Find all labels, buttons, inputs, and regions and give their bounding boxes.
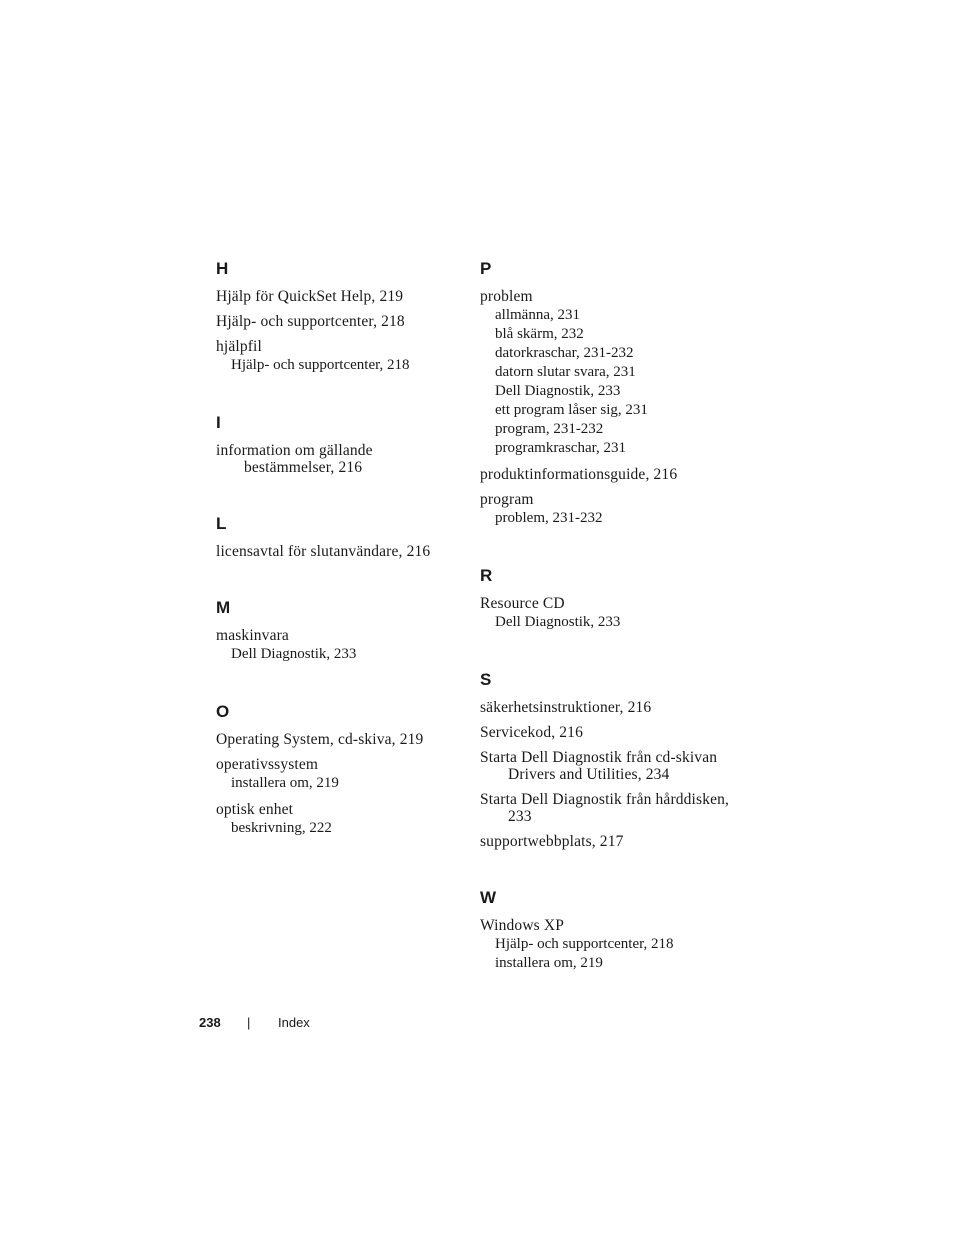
index-letter-heading: L (216, 514, 227, 533)
index-entry (216, 338, 466, 375)
index-subentry: Hjälp- och supportcenter, 218 (231, 357, 410, 373)
index-subentry: program, 231-232 (495, 421, 604, 437)
index-section (480, 566, 730, 632)
index-subentry-list (480, 935, 730, 973)
index-term: Resource CD (480, 595, 565, 612)
index-subentry: datorn slutar svara, 231 (495, 364, 636, 380)
index-term: maskinvara (216, 627, 289, 644)
index-subentry: ett program låser sig, 231 (495, 402, 648, 418)
index-term: problem (480, 288, 533, 305)
index-subentry-list (480, 509, 730, 528)
index-section (216, 598, 466, 664)
index-entry (216, 288, 466, 305)
index-term: Servicekod, 216 (480, 724, 583, 741)
index-entry (480, 595, 730, 632)
index-entry (216, 731, 466, 748)
index-section (480, 888, 730, 973)
index-term: operativssystem (216, 756, 319, 773)
index-letter-heading: H (216, 259, 229, 278)
index-subentry-list (216, 819, 466, 838)
index-subentry: blå skärm, 232 (495, 326, 584, 342)
index-entry (216, 627, 466, 664)
index-subentry: installera om, 219 (231, 775, 339, 791)
page-number: 238 (199, 1015, 221, 1030)
index-subentry-list (480, 306, 730, 458)
footer-section-label: Index (278, 1015, 310, 1030)
index-column-left (216, 259, 466, 876)
index-term: optisk enhet (216, 801, 294, 818)
index-subentry: beskrivning, 222 (231, 820, 332, 836)
index-term: Starta Dell Diagnostik från cd-skivan Drivers and Utilities, 234 (480, 749, 718, 783)
index-section (216, 702, 466, 838)
index-section (216, 514, 466, 560)
index-term: säkerhetsinstruktioner, 216 (480, 699, 652, 716)
index-section (216, 413, 466, 476)
index-entry (216, 442, 466, 476)
index-term: produktinformationsguide, 216 (480, 466, 678, 483)
index-subentry-list (480, 613, 730, 632)
index-entry (480, 724, 730, 741)
index-letter-heading: R (480, 566, 493, 585)
index-letter-heading: W (480, 888, 497, 907)
index-entry (216, 756, 466, 793)
index-subentry: installera om, 219 (495, 955, 603, 971)
index-subentry-list (216, 356, 466, 375)
index-term: Operating System, cd-skiva, 219 (216, 731, 424, 748)
index-term: supportwebbplats, 217 (480, 833, 624, 850)
index-subentry-list (216, 645, 466, 664)
index-subentry: datorkraschar, 231-232 (495, 345, 634, 361)
index-subentry: Hjälp- och supportcenter, 218 (495, 936, 674, 952)
index-section (216, 259, 466, 375)
index-subentry: problem, 231-232 (495, 510, 603, 526)
index-column-right (480, 259, 730, 1011)
index-entry (480, 833, 730, 850)
index-entry (216, 801, 466, 838)
index-term: program (480, 491, 534, 508)
index-term: licensavtal för slutanvändare, 216 (216, 543, 431, 560)
index-section (480, 259, 730, 528)
index-letter-heading: M (216, 598, 231, 617)
index-entry (480, 749, 730, 783)
index-subentry: Dell Diagnostik, 233 (495, 383, 621, 399)
index-letter-heading: S (480, 670, 492, 689)
index-entry (480, 917, 730, 973)
index-term: Hjälp för QuickSet Help, 219 (216, 288, 404, 305)
index-entry (216, 543, 466, 560)
index-term: Starta Dell Diagnostik från hårddisken, 233 (480, 791, 730, 825)
index-letter-heading: O (216, 702, 230, 721)
index-subentry: programkraschar, 231 (495, 440, 627, 456)
index-entry (480, 466, 730, 483)
index-entry (480, 288, 730, 458)
index-entry (216, 313, 466, 330)
index-term: Windows XP (480, 917, 564, 934)
index-letter-heading: P (480, 259, 492, 278)
index-letter-heading: I (216, 413, 221, 432)
index-subentry: Dell Diagnostik, 233 (231, 646, 357, 662)
index-term: information om gällande bestämmelser, 216 (216, 442, 373, 476)
index-entry (480, 491, 730, 528)
index-entry (480, 791, 730, 825)
index-section (480, 670, 730, 850)
index-term: Hjälp- och supportcenter, 218 (216, 313, 405, 330)
index-subentry: Dell Diagnostik, 233 (495, 614, 621, 630)
index-term: hjälpfil (216, 338, 262, 355)
footer-separator: | (247, 1015, 251, 1030)
index-entry (480, 699, 730, 716)
index-subentry-list (216, 774, 466, 793)
index-subentry: allmänna, 231 (495, 307, 580, 323)
